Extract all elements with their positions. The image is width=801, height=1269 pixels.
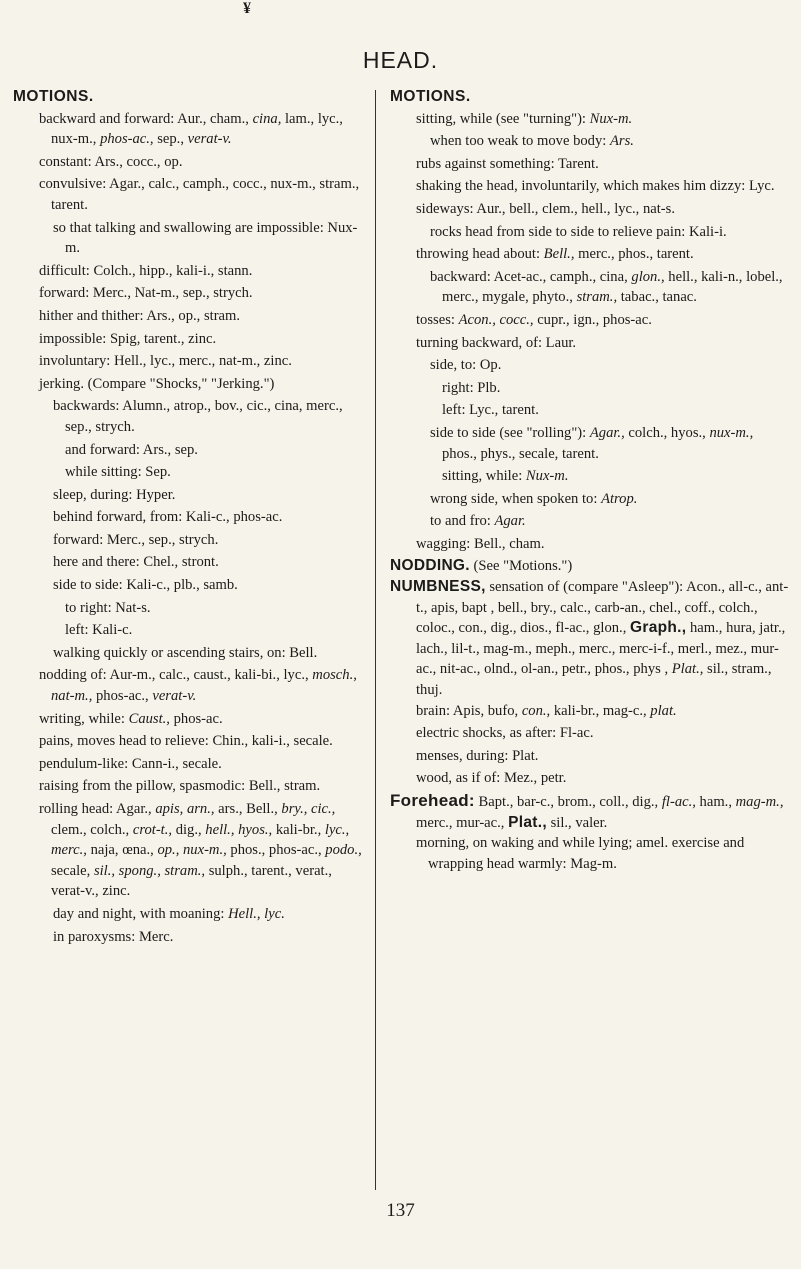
index-entry — [416, 534, 790, 555]
entry-text: involuntary: Hell., lyc., merc., nat-m., zinc. — [39, 353, 292, 370]
remedy-italic: podo., — [325, 842, 362, 859]
remedy-italic: bry., cic., — [281, 801, 336, 817]
nodding-text: (See "Motions.") — [469, 558, 573, 575]
remedy-italic: lyc., merc., — [51, 821, 350, 859]
numbness-bold-remedy: Graph., — [630, 619, 687, 637]
index-entry — [416, 833, 790, 874]
numbness-text: sensation of (compare "Asleep"): Acon., all-c., ant-t., apis, bapt , bell., bry., calc., carb-an., chel., coff., colch., coloc., con., dig., dios., fl-ac., glon., — [416, 579, 789, 637]
left-entries — [13, 109, 367, 948]
entry-text: here and there: Chel., stront. — [53, 554, 219, 571]
remedy-italic: Hell., lyc. — [228, 905, 285, 922]
entry-text: morning, on waking and while lying; amel. exercise and wrapping head warmly: Mag-m. — [416, 835, 745, 872]
index-entry — [39, 709, 367, 730]
index-entry — [416, 701, 790, 722]
entry-text: wood, as if of: Mez., petr. — [416, 770, 567, 787]
numbness-entry — [390, 577, 790, 701]
entry-text: sideways: Aur., bell., clem., hell., lyc., nat-s. — [416, 200, 675, 217]
entry-text: sitting, while: — [442, 468, 526, 485]
index-entry — [39, 665, 367, 706]
entry-text: right: Plb. — [442, 379, 501, 396]
index-entry — [416, 199, 790, 220]
remedy-italic: stram., — [576, 289, 618, 306]
index-entry — [430, 131, 790, 152]
remedy-italic: sil., spong., stram., — [93, 862, 206, 879]
index-entry — [53, 396, 367, 437]
index-entry — [65, 440, 367, 461]
entry-text: turning backward, of: Laur. — [416, 334, 577, 351]
entry-text: left: Kali-c. — [65, 622, 133, 639]
entry-text: backward and forward: Aur., cham., — [39, 110, 253, 127]
entry-text: forward: Merc., sep., strych. — [53, 531, 219, 548]
entry-text: nodding of: Aur-m., calc., caust., kali-bi., lyc., — [39, 667, 313, 684]
page-mark: ¥ — [243, 0, 251, 17]
index-entry — [53, 927, 367, 948]
entry-text: side, to: Op. — [430, 357, 502, 374]
remedy-italic: verat-v. — [187, 131, 232, 148]
index-entry — [39, 799, 367, 902]
entry-text: rubs against something: Tarent. — [416, 155, 599, 172]
entry-text: when too weak to move body: — [430, 133, 610, 150]
entry-text: jerking. (Compare "Shocks," "Jerking.") — [39, 375, 275, 392]
index-entry — [39, 174, 367, 215]
entry-text: rocks head from side to side to relieve pain: Kali-i. — [430, 223, 727, 240]
remedy-italic: Agar., — [589, 424, 625, 441]
numbness-text-2: ham., hura, jatr., lach., lil-t., mag-m., meph., merc., merc-i-f., merl., mez., mur-ac., nit-ac., olnd., ol-an., petr., phos., phys , — [416, 620, 786, 678]
index-entry — [416, 154, 790, 175]
forehead-text-3: merc., mur-ac., — [416, 814, 509, 831]
remedy-italic: con., — [521, 702, 551, 719]
remedy-italic: glon., — [631, 268, 665, 285]
forehead-italic-2: mag-m., — [735, 794, 784, 810]
remedy-italic: crot-t., — [132, 821, 173, 838]
entry-text: constant: Ars., cocc., op. — [39, 153, 183, 170]
index-entry — [53, 218, 367, 259]
entry-text: day and night, with moaning: — [53, 905, 229, 922]
index-entry — [53, 552, 367, 573]
entry-text: backward: Acet-ac., camph., cina, — [430, 268, 632, 285]
index-entry — [53, 507, 367, 528]
index-entry — [39, 329, 367, 350]
entry-text: hell., kali-n., lobel., merc., mygale, phyto., — [442, 268, 783, 306]
remedy-italic: apis, arn., — [155, 801, 215, 817]
index-entry — [416, 109, 790, 130]
entry-text: pains, moves head to relieve: Chin., kali-i., secale. — [39, 733, 333, 750]
numbness-text-3: sil., stram., thuj. — [416, 661, 772, 699]
numbness-italic-remedy: Plat., — [671, 661, 704, 678]
entry-text: colch., hyos., — [624, 424, 710, 441]
remedy-italic: cina, — [252, 110, 282, 127]
entry-text: in paroxysms: Merc. — [53, 928, 174, 945]
entry-text: brain: Apis, bufo, — [416, 702, 522, 719]
right-entries — [390, 109, 790, 555]
forehead-term: Forehead: — [390, 791, 475, 810]
forehead-bold-remedy: Plat., — [508, 813, 547, 831]
remedy-italic: Bell., — [543, 246, 575, 263]
index-entry — [53, 643, 367, 664]
entry-text: hither and thither: Ars., op., stram. — [39, 307, 241, 324]
entry-text: forward: Merc., Nat-m., sep., strych. — [39, 285, 253, 302]
index-entry — [65, 598, 367, 619]
left-column — [13, 87, 367, 949]
remedy-italic: Nux-m. — [525, 468, 569, 485]
forehead-italic-1: fl-ac., — [661, 794, 696, 810]
entry-text: walking quickly or ascending stairs, on: Bell. — [53, 644, 318, 661]
index-entry — [442, 466, 790, 487]
remedy-italic: Caust., — [128, 710, 170, 727]
remedy-italic: Ars. — [609, 133, 634, 150]
remedy-italic: plat. — [650, 702, 677, 719]
remedy-italic: verat-v. — [152, 688, 197, 705]
remedy-italic: hell., hyos., — [205, 821, 273, 838]
column-divider — [375, 90, 376, 1190]
index-entry — [53, 485, 367, 506]
section-heading: MOTIONS. — [13, 88, 94, 105]
index-entry — [430, 489, 790, 510]
index-entry — [53, 904, 367, 925]
remedy-italic: nux-m., — [709, 424, 754, 441]
running-header: HEAD. — [362, 47, 439, 73]
index-entry — [39, 351, 367, 372]
index-entry — [39, 152, 367, 173]
entry-text: naja, œna., — [86, 842, 158, 859]
index-entry — [39, 306, 367, 327]
entry-text: tabac., tanac. — [617, 289, 697, 306]
entry-text: behind forward, from: Kali-c., phos-ac. — [53, 509, 283, 526]
index-entry — [416, 746, 790, 767]
index-entry — [430, 423, 790, 464]
entry-text: electric shocks, as after: Fl-ac. — [416, 725, 594, 742]
index-entry — [416, 176, 790, 197]
remedy-italic: Atrop. — [601, 490, 638, 507]
numbness-term: NUMBNESS, — [390, 578, 486, 596]
entry-text: clem., colch., — [51, 821, 133, 838]
index-entry — [39, 374, 367, 395]
entry-text: lam., lyc., nux-m., — [51, 110, 343, 148]
forehead-text: Bapt., bar-c., brom., coll., dig., — [474, 794, 662, 810]
entry-text: pendulum-like: Cann-i., secale. — [39, 755, 222, 772]
entry-text: sep., — [153, 131, 188, 148]
entry-text: side to side: Kali-c., plb., samb. — [53, 577, 238, 594]
entry-text: to right: Nat-s. — [65, 599, 151, 616]
entry-text: ars., Bell., — [214, 801, 282, 817]
index-entry — [430, 511, 790, 532]
index-entry — [39, 261, 367, 282]
entry-text: to and fro: — [430, 513, 495, 530]
entry-text: phos., phys., secale, tarent. — [442, 445, 599, 462]
entry-text: secale, — [51, 862, 94, 879]
entry-text: writing, while: — [39, 710, 129, 727]
entry-text: phos., phos-ac., — [226, 842, 326, 859]
entry-text: tosses: — [416, 311, 459, 328]
forehead-entry — [390, 791, 790, 833]
remedy-italic: mosch., nat-m., — [51, 667, 357, 705]
nodding-term: NODDING. — [390, 557, 470, 575]
entry-text: phos-ac., — [92, 688, 153, 705]
entry-text: while sitting: Sep. — [65, 464, 171, 481]
entry-text: menses, during: Plat. — [416, 747, 539, 764]
entry-text: cupr., ign., phos-ac. — [533, 311, 652, 328]
forehead-text-2: ham., — [695, 794, 736, 810]
entry-text: sleep, during: Hyper. — [53, 486, 176, 503]
index-entry — [430, 355, 790, 376]
page-number: 137 — [386, 1200, 415, 1221]
index-entry — [430, 222, 790, 243]
entry-text: dig., — [172, 821, 206, 838]
index-entry — [416, 768, 790, 789]
remedy-italic: op., nux-m., — [157, 842, 227, 859]
index-entry — [39, 754, 367, 775]
index-entry — [442, 378, 790, 399]
entry-text: convulsive: Agar., calc., camph., cocc., nux-m., stram., tarent. — [39, 176, 360, 213]
index-entry — [39, 109, 367, 150]
entry-text: backwards: Alumn., atrop., bov., cic., cina, merc., sep., strych. — [53, 398, 343, 435]
entry-text: kali-br., mag-c., — [550, 702, 651, 719]
index-entry — [65, 620, 367, 641]
index-entry — [430, 267, 790, 308]
entry-text: difficult: Colch., hipp., kali-i., stann. — [39, 262, 253, 279]
entry-text: shaking the head, involuntarily, which makes him dizzy: Lyc. — [416, 178, 775, 195]
entry-text: and forward: Ars., sep. — [65, 441, 198, 458]
entry-text: kali-br., — [272, 821, 325, 838]
remedy-italic: Agar. — [494, 513, 526, 530]
entry-text: throwing head about: — [416, 246, 544, 263]
index-entry — [39, 776, 367, 797]
entry-text: impossible: Spig, tarent., zinc. — [39, 330, 217, 347]
index-entry — [442, 400, 790, 421]
index-entry — [39, 283, 367, 304]
index-entry — [53, 530, 367, 551]
index-entry — [53, 575, 367, 596]
entry-text: merc., phos., tarent. — [574, 246, 694, 263]
entry-text: raising from the pillow, spasmodic: Bell., stram. — [39, 778, 321, 795]
entry-text: rolling head: Agar., — [39, 801, 156, 817]
index-entry — [416, 310, 790, 331]
index-entry — [416, 723, 790, 744]
index-entry — [416, 333, 790, 354]
forehead-subentries — [390, 833, 790, 874]
remedy-italic: phos-ac., — [100, 131, 154, 148]
entry-text: wagging: Bell., cham. — [416, 535, 545, 552]
entry-text: sulph., tarent., verat., verat-v., zinc. — [51, 862, 332, 900]
forehead-text-4: sil., valer. — [546, 814, 608, 831]
remedy-italic: Nux-m. — [589, 110, 633, 127]
numbness-subentries — [390, 701, 790, 789]
remedy-italic: Acon., cocc., — [458, 311, 534, 328]
entry-text: left: Lyc., tarent. — [442, 402, 539, 419]
index-entry — [416, 244, 790, 265]
index-entry — [39, 731, 367, 752]
entry-text: wrong side, when spoken to: — [430, 490, 602, 507]
section-heading: MOTIONS. — [390, 88, 471, 105]
entry-text: side to side (see "rolling"): — [430, 424, 590, 441]
right-column — [390, 87, 790, 876]
index-entry — [65, 462, 367, 483]
nodding-entry — [390, 556, 790, 577]
entry-text: sitting, while (see "turning"): — [416, 110, 590, 127]
entry-text: so that talking and swallowing are impossible: Nux-m. — [53, 219, 358, 257]
entry-text: phos-ac. — [169, 710, 223, 727]
